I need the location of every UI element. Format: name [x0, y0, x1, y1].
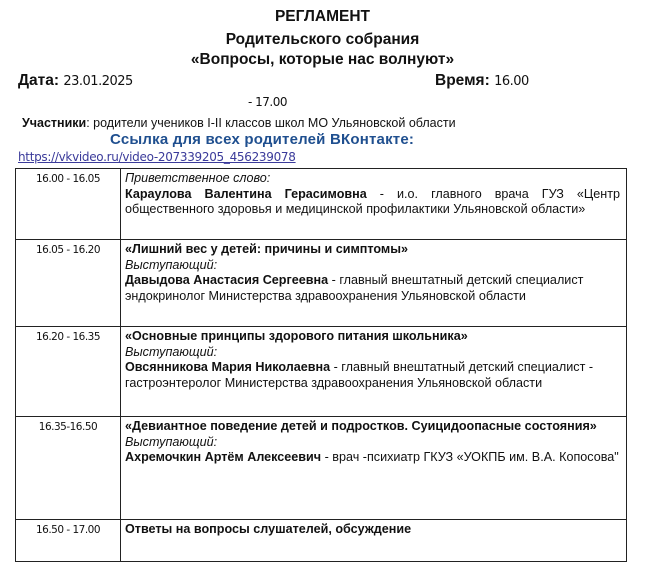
link-heading: Ссылка для всех родителей ВКонтакте: — [110, 131, 415, 148]
talk-topic: «Лишний вес у детей: причины и симптомы» — [125, 242, 408, 256]
speaker-role: Выступающий: — [125, 344, 218, 359]
talk-topic: «Девиантное поведение детей и подростков. Суицидоопасные состояния» — [125, 419, 597, 433]
date-line — [18, 72, 133, 90]
table-row — [16, 417, 627, 520]
speaker-role: Приветственное слово: — [125, 171, 271, 185]
participants-text: : родители учеников I-II классов школ МО Ульяновской области — [86, 116, 456, 130]
speaker-name: Караулова Валентина Герасимовна — [125, 186, 367, 201]
speaker-description: - и.о. главного врача ГУЗ «Центр общественного здоровья и медицинской профилактики Ульяновской области» — [125, 186, 620, 216]
meeting-theme: «Вопросы, которые нас волнуют» — [190, 51, 455, 68]
date-label: Дата: — [18, 72, 60, 89]
slot-content — [121, 520, 627, 562]
table-row — [16, 520, 627, 562]
time-slot: 16.20 - 16.35 — [16, 327, 121, 417]
time-end: - 17.00 — [248, 95, 287, 109]
participants-line — [22, 116, 456, 130]
speaker-info — [125, 360, 620, 391]
time-slot: 16.05 - 16.20 — [16, 240, 121, 327]
time-slot: 16.50 - 17.00 — [16, 520, 121, 562]
speaker-info — [125, 187, 620, 218]
speaker-description: - главный внештатный детский специалист эндокринолог Министерства здравоохранения Ульяновской области — [125, 273, 584, 303]
date-value: 23.01.2025 — [63, 74, 133, 89]
speaker-name: Давыдова Анастасия Сергеевна — [125, 273, 329, 287]
time-label: Время: — [435, 72, 490, 89]
speaker-role: Выступающий: — [125, 434, 218, 449]
time-start: 16.00 — [494, 74, 529, 89]
table-row — [16, 327, 627, 417]
speaker-info — [125, 273, 620, 304]
slot-content — [121, 240, 627, 327]
speaker-description: - врач -психиатр ГКУЗ «УОКПБ им. В.А. Копосова" — [321, 450, 619, 464]
table-row — [16, 169, 627, 240]
vk-video-link[interactable]: https://vkvideo.ru/video-207339205_456239078 — [18, 150, 296, 164]
speaker-info — [125, 450, 620, 466]
speaker-name: Овсянникова Мария Николаевна — [125, 360, 331, 374]
speaker-description: - главный внештатный детский специалист - гастроэнтеролог Министерства здравоохранения Ульяновской области — [125, 360, 594, 390]
time-slot: 16.35-16.50 — [16, 417, 121, 520]
document-title: РЕГЛАМЕНТ — [274, 8, 371, 25]
time-line — [435, 72, 529, 90]
slot-content — [121, 417, 627, 520]
talk-topic: Ответы на вопросы слушателей, обсуждение — [125, 522, 412, 536]
time-slot: 16.00 - 16.05 — [16, 169, 121, 240]
slot-content — [121, 169, 627, 240]
slot-content — [121, 327, 627, 417]
document-subtitle: Родительского собрания — [225, 31, 420, 48]
talk-topic: «Основные принципы здорового питания школьника» — [125, 329, 468, 343]
participants-label: Участники — [22, 116, 87, 130]
speaker-name: Ахремочкин Артём Алексеевич — [125, 450, 322, 464]
table-row — [16, 240, 627, 327]
schedule-table — [15, 168, 627, 562]
speaker-role: Выступающий: — [125, 257, 218, 272]
